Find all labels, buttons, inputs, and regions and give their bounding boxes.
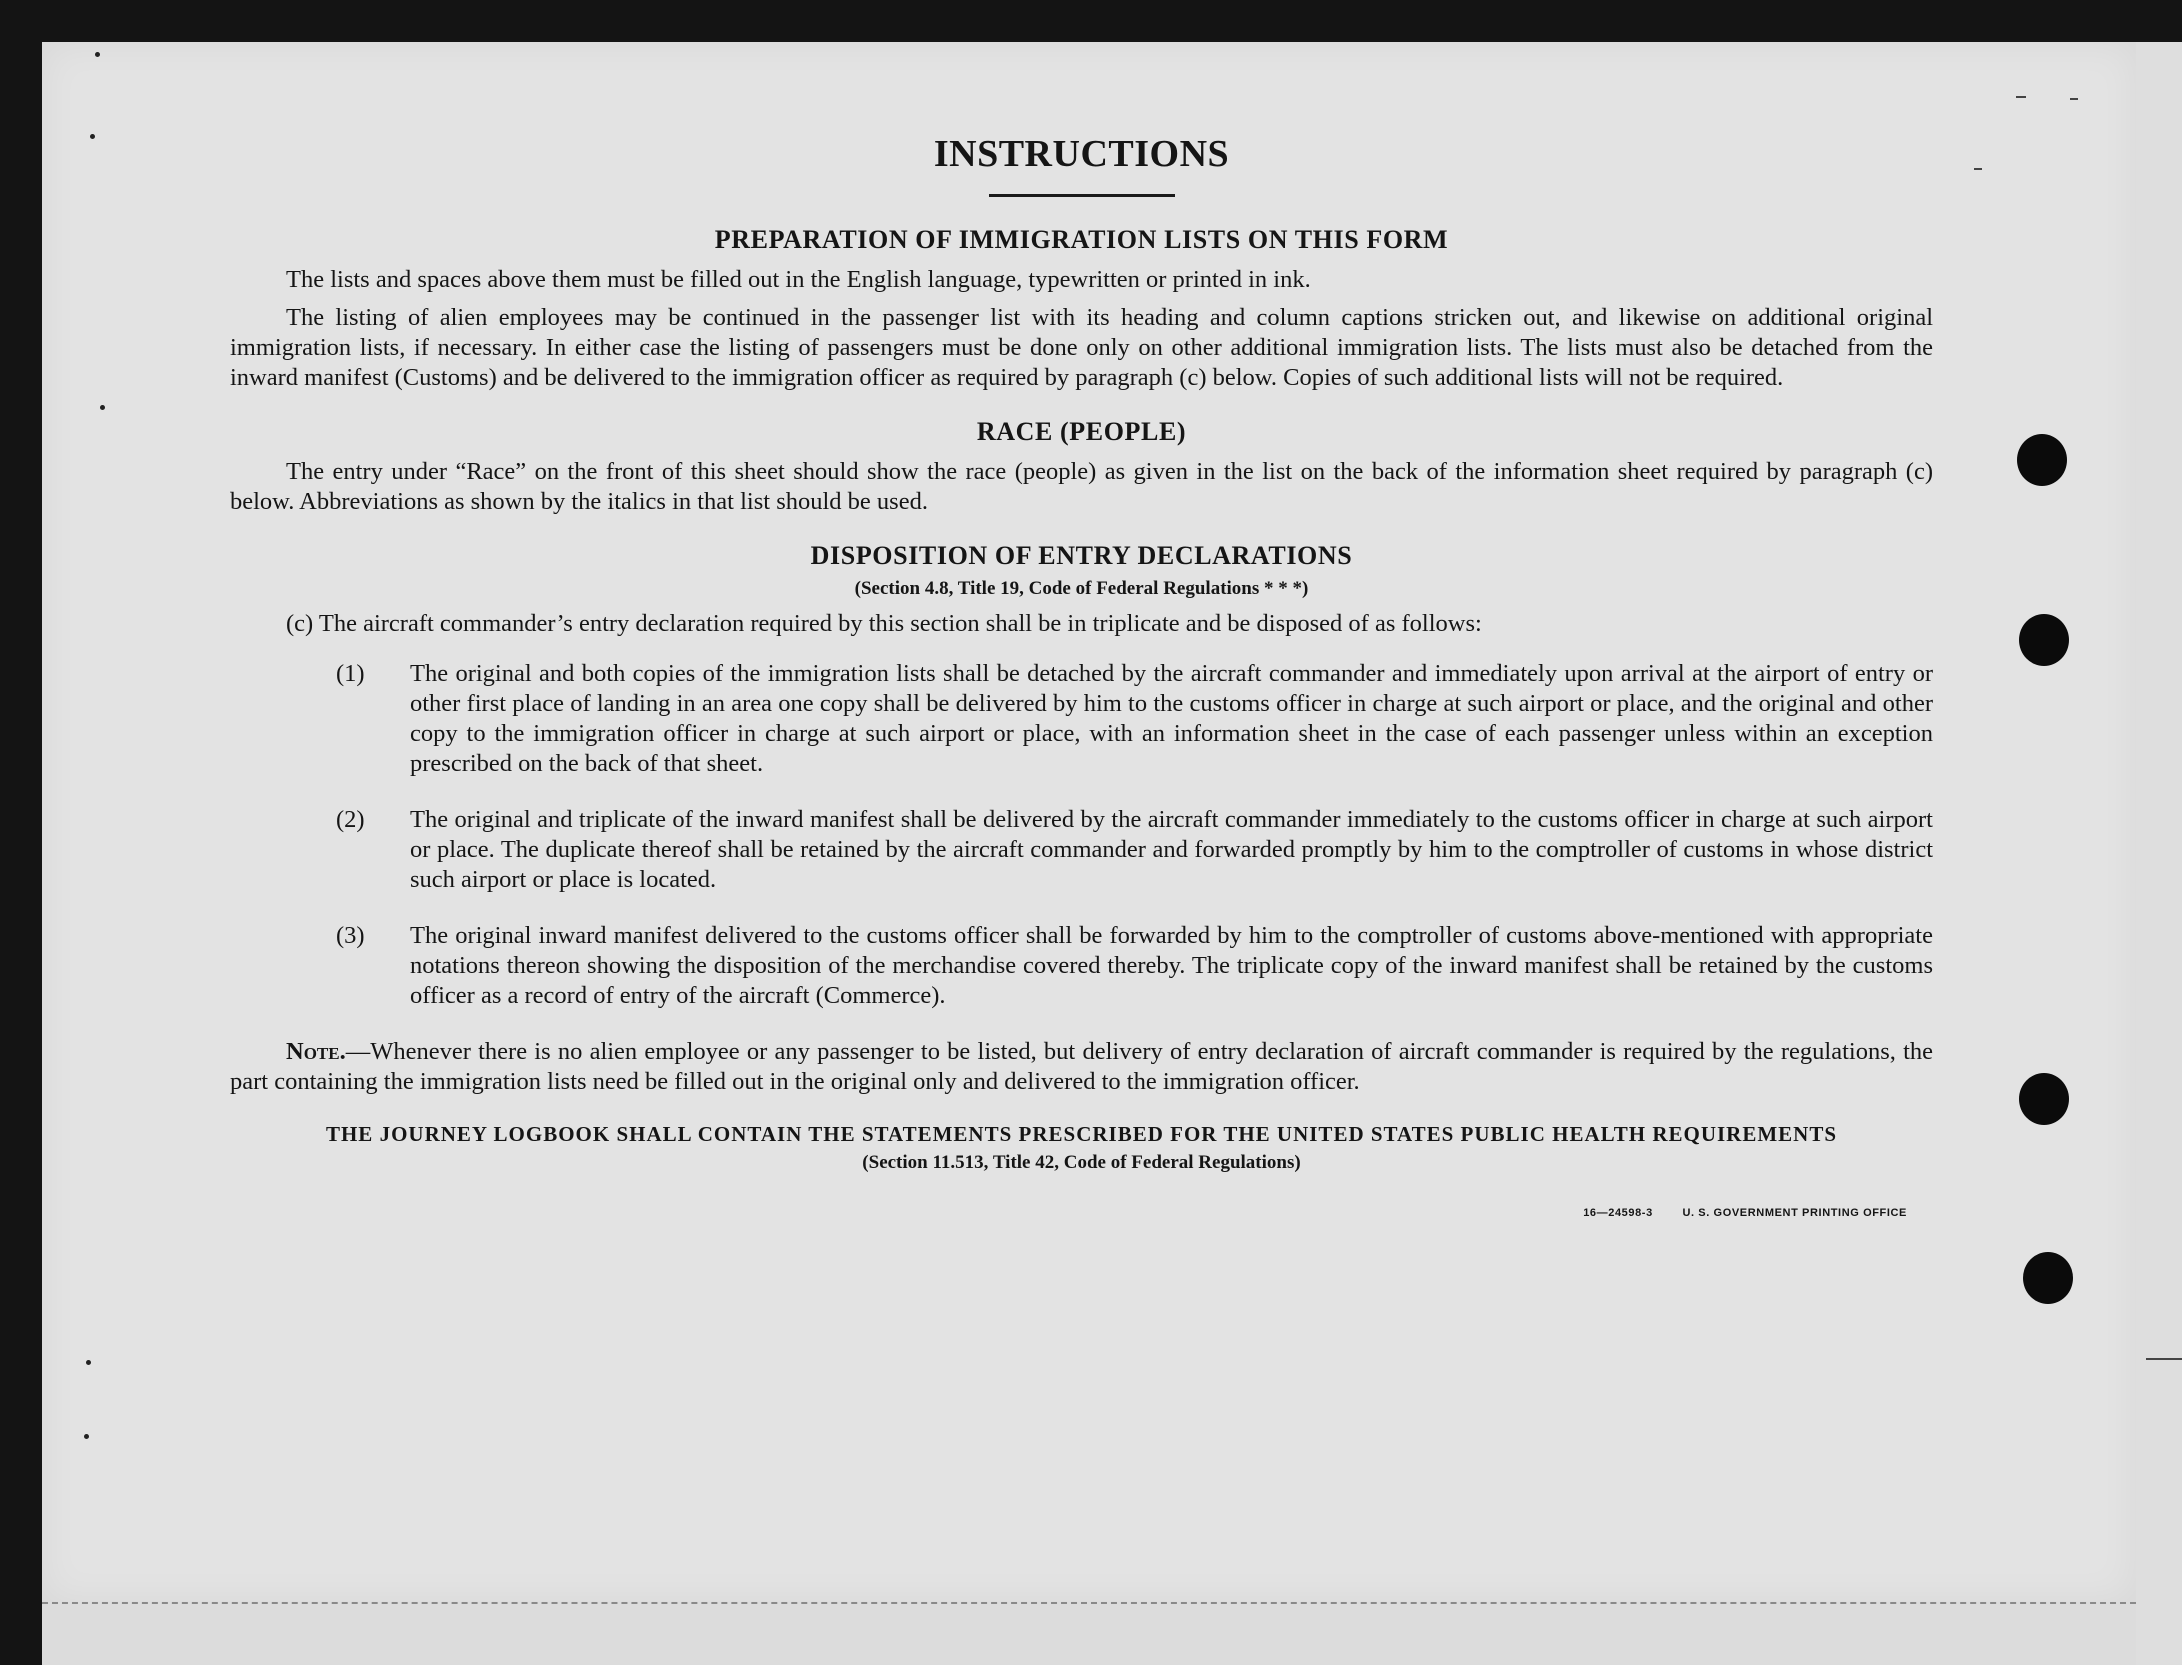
item-text: The original inward manifest delivered to the customs officer shall be forwarded by him to the comptroller of customs above-mentioned with appropriate notations thereon showing the disposition of the merchandise covered thereby. The triplicate copy of the inward manifest shall be retained by the customs officer as a record of entry of the aircraft (Commerce). (410, 922, 1933, 1009)
form-number: 16—24598-3 (1583, 1207, 1653, 1219)
disposition-paragraph-c: (c) The aircraft commander’s entry declaration required by this section shall be in triplicate and be disposed of as follows: (286, 610, 1482, 637)
scan-mark (2146, 1358, 2182, 1360)
binder-hole-1 (2017, 434, 2067, 486)
binder-hole-2 (2019, 614, 2069, 666)
note-label: Note. (286, 1038, 346, 1065)
binder-hole-4 (2023, 1252, 2073, 1304)
disposition-heading: DISPOSITION OF ENTRY DECLARATIONS (810, 541, 1353, 570)
scan-mark (2070, 98, 2078, 100)
scan-speck (86, 1360, 91, 1365)
item-text: The original and triplicate of the inward manifest shall be delivered by the aircraft commander immediately to the customs officer in charge at such airport or place. The duplicate thereof shall be retained by the aircraft commander and forwarded promptly by him to the comptroller of customs in whose district such airport or place is located. (410, 806, 1933, 893)
disposition-item-2 (230, 805, 1933, 895)
scan-speck (90, 134, 95, 139)
page-title: INSTRUCTIONS (933, 133, 1230, 175)
disposition-item-3 (230, 921, 1933, 1011)
scan-speck (95, 52, 100, 57)
preparation-paragraph-1: The lists and spaces above them must be filled out in the English language, typewritten or printed in ink. (286, 266, 1311, 293)
printer-imprint (230, 1207, 1907, 1219)
disposition-citation: (Section 4.8, Title 19, Code of Federal Regulations * * *) (854, 578, 1309, 599)
scan-speck (84, 1434, 89, 1439)
journey-logbook-citation: (Section 11.513, Title 42, Code of Federal Regulations) (862, 1152, 1301, 1173)
item-number: (1) (336, 660, 365, 687)
note-text: —Whenever there is no alien employee or any passenger to be listed, but delivery of entry declaration of aircraft commander is required by the regulations, the part containing the immigration lists need be filled out in the original only and delivered to the immigration officer. (230, 1038, 1933, 1095)
journey-logbook-statement: THE JOURNEY LOGBOOK SHALL CONTAIN THE STATEMENTS PRESCRIBED FOR THE UNITED STATES PUBLIC HEALTH REQUIREMENTS (325, 1122, 1838, 1146)
preparation-heading: PREPARATION OF IMMIGRATION LISTS ON THIS FORM (714, 225, 1449, 254)
preparation-paragraph-2: The listing of alien employees may be continued in the passenger list with its heading and column captions stricken out, and likewise on additional original immigration lists, if necessary. In either case the listing of passengers must be done only on other additional immigration lists. The lists must also be detached from the inward manifest (Customs) and be delivered to the immigration officer as required by paragraph (c) below. Copies of such additional lists will not be required. (230, 304, 1933, 391)
perforated-edge (42, 1602, 2136, 1665)
instructions-content (230, 128, 1933, 1219)
scan-speck (100, 405, 105, 410)
scan-mark (2016, 96, 2026, 98)
item-number: (3) (336, 922, 365, 949)
binder-hole-3 (2019, 1073, 2069, 1125)
scan-mark (1974, 168, 1982, 170)
note-paragraph (230, 1037, 1933, 1097)
race-heading: RACE (PEOPLE) (976, 417, 1187, 446)
disposition-item-1 (230, 659, 1933, 779)
item-number: (2) (336, 806, 365, 833)
item-text: The original and both copies of the immigration lists shall be detached by the aircraft commander and immediately upon arrival at the airport of entry or other first place of landing in an area one copy shall be delivered by him to the customs officer in charge at such airport or place, and the original and other copy to the immigration officer in charge at such airport or place, with an information sheet in the case of each passenger unless within an exception prescribed on the back of that sheet. (410, 660, 1933, 777)
title-underline (989, 194, 1175, 197)
printer-name: U. S. GOVERNMENT PRINTING OFFICE (1682, 1207, 1907, 1219)
paper-edge-right (2136, 42, 2182, 1665)
race-paragraph: The entry under “Race” on the front of this sheet should show the race (people) as given in the list on the back of the information sheet required by paragraph (c) below. Abbreviations as shown by the italics in that list should be used. (230, 458, 1933, 515)
